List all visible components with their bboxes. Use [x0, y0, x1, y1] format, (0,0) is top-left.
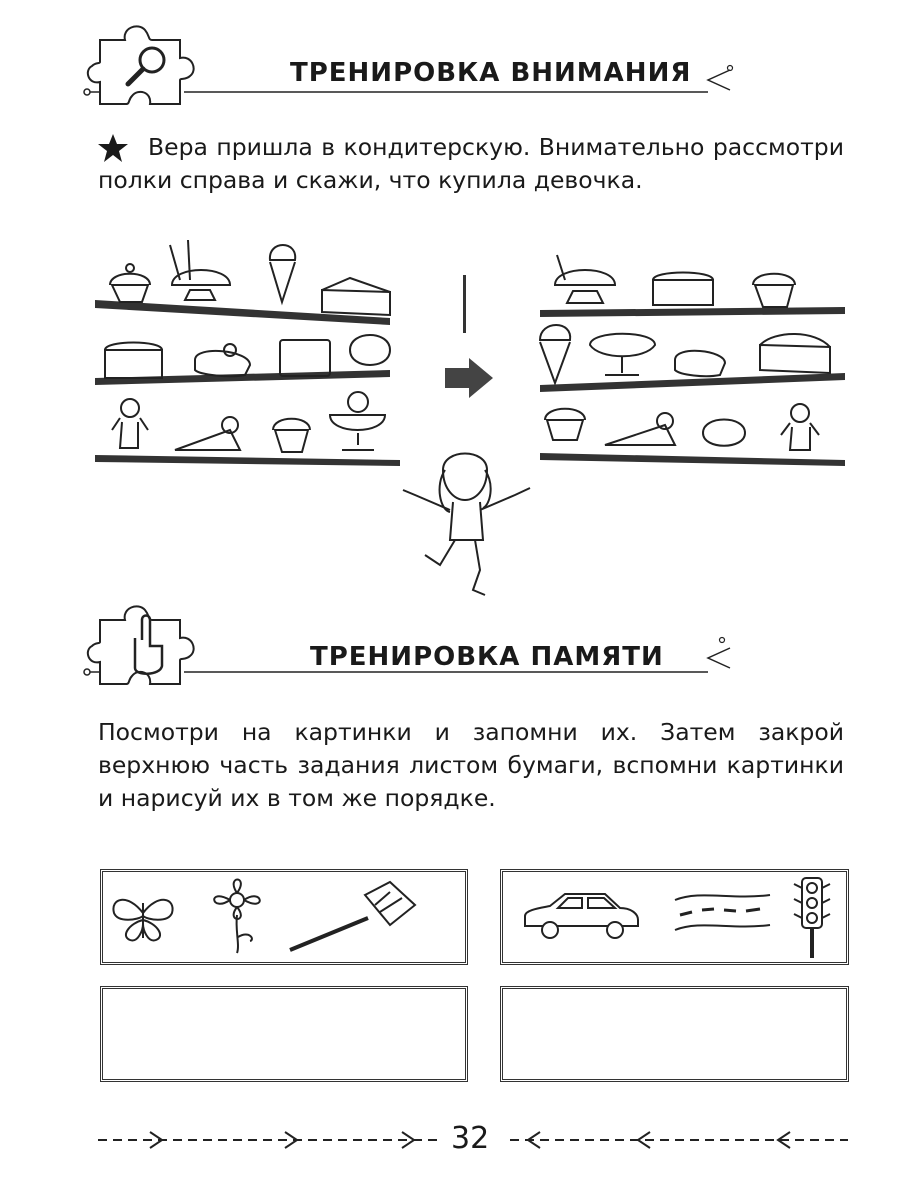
memory-title: ТРЕНИРОВКА ПАМЯТИ	[310, 642, 664, 672]
page-number: 32	[451, 1121, 490, 1156]
arrow-right-icon	[443, 356, 495, 400]
drawing-box-right[interactable]	[500, 986, 849, 1082]
left-shelves-illustration	[90, 230, 410, 470]
attention-title: ТРЕНИРОВКА ВНИМАНИЯ	[290, 58, 692, 88]
girl-illustration	[395, 440, 545, 600]
butterfly-net-icon	[280, 880, 420, 955]
drawing-box-left[interactable]	[100, 986, 468, 1082]
memory-task-text: Посмотри на картинки и запомни их. Затем закрой верхнюю часть задания листом бумаги, вспомни картинки и нарисуй их в том же порядке.	[98, 718, 844, 812]
footer-decoration	[0, 1120, 900, 1160]
right-shelves-illustration	[535, 235, 855, 475]
attention-task-text: Вера пришла в кондитерскую. Внимательно рассмотри полки справа и скажи, что купила девочка.	[98, 133, 844, 194]
butterfly-icon	[108, 888, 178, 948]
divider-line	[463, 275, 466, 333]
hand-icon	[135, 616, 162, 674]
traffic-light-icon	[790, 874, 835, 960]
road-icon	[670, 890, 775, 935]
car-icon	[520, 888, 640, 943]
magnifier-icon	[128, 48, 164, 84]
flower-icon	[195, 875, 280, 955]
